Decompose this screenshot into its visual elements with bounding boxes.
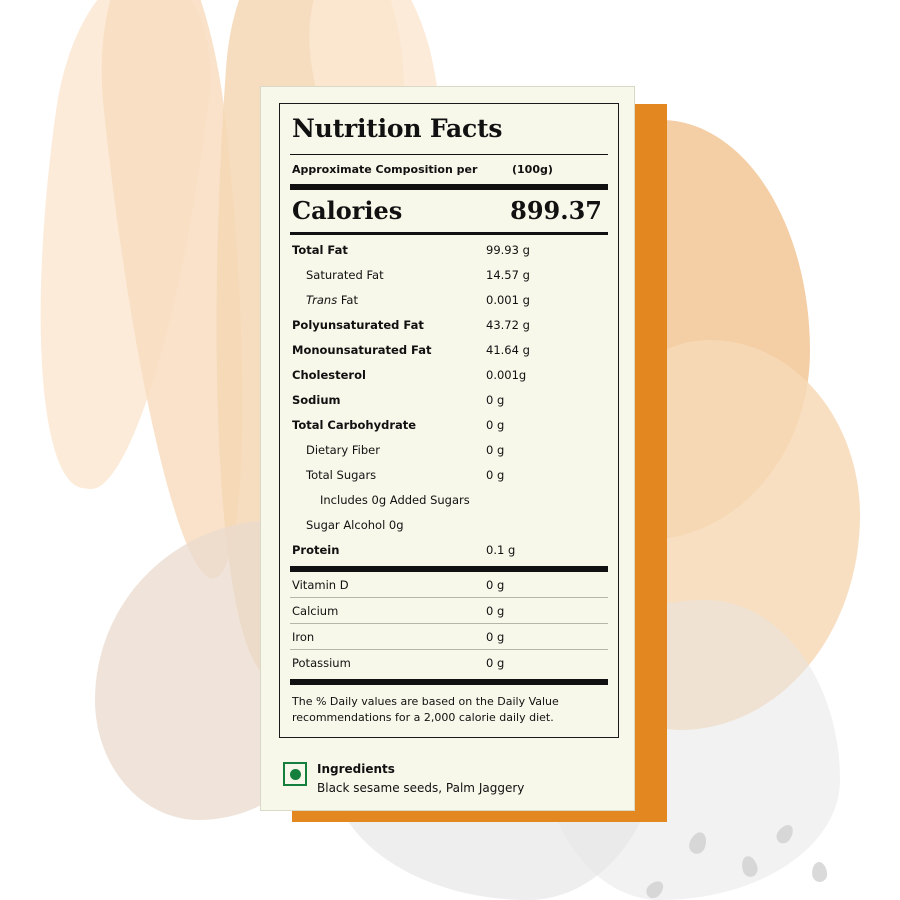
nutrient-row [290, 312, 608, 337]
nutrient-row [290, 362, 608, 387]
vitamin-name: Potassium [292, 655, 351, 670]
green-veg-dot-icon [283, 762, 307, 786]
nutrient-name: Includes 0g Added Sugars [320, 492, 470, 507]
nutrient-row [290, 462, 608, 487]
ingredients-text-wrap [317, 760, 524, 797]
vitamin-name: Iron [292, 629, 315, 644]
nutrient-name: Sugar Alcohol 0g [306, 517, 404, 532]
vitamin-name: Calcium [292, 603, 339, 618]
nutrient-row [290, 287, 608, 312]
nutrient-name: Dietary Fiber [306, 442, 380, 457]
approximate-composition-value: (100g) [512, 163, 553, 176]
vitamin-name: Vitamin D [292, 577, 349, 592]
nutrient-row [290, 537, 608, 562]
vitamin-row [290, 649, 608, 675]
nutrition-label-panel [260, 86, 635, 811]
vitamin-row [290, 572, 608, 597]
page-title: Nutrition Facts [290, 104, 608, 155]
nutrient-value: 99.93 g [486, 242, 530, 257]
nutrient-value: 41.64 g [486, 342, 530, 357]
nutrient-value: 0.001g [486, 367, 527, 382]
nutrient-row [290, 237, 608, 262]
nutrient-name: Protein [292, 542, 340, 557]
vitamin-value: 0 g [486, 655, 505, 670]
calories-label: Calories [292, 196, 403, 225]
nutrient-row [290, 337, 608, 362]
veg-dot-inner [290, 769, 301, 780]
nutrient-value: 0 g [486, 417, 505, 432]
vitamin-row [290, 623, 608, 649]
nutrient-name: Polyunsaturated Fat [292, 317, 424, 332]
vitamin-value: 0 g [486, 629, 505, 644]
ingredients-title: Ingredients [317, 762, 395, 776]
approximate-composition-row [290, 155, 608, 190]
vitamin-list [290, 572, 608, 675]
nutrition-facts-box [279, 103, 619, 738]
vitamin-row [290, 597, 608, 623]
nutrient-name: Sodium [292, 392, 341, 407]
vitamin-value: 0 g [486, 603, 505, 618]
nutrient-name: Trans Fat [306, 292, 358, 307]
nutrient-name: Cholesterol [292, 367, 366, 382]
nutrient-row [290, 387, 608, 412]
nutrient-row [290, 262, 608, 287]
approximate-composition-label: Approximate Composition per [292, 163, 478, 176]
vitamin-value: 0 g [486, 577, 505, 592]
nutrient-row [290, 487, 608, 512]
nutrient-name: Total Fat [292, 242, 348, 257]
calories-value: 899.37 [510, 196, 602, 225]
nutrient-value: 0.001 g [486, 292, 530, 307]
ingredients-list: Black sesame seeds, Palm Jaggery [317, 780, 525, 795]
nutrient-row [290, 412, 608, 437]
daily-value-footnote: The % Daily values are based on the Daily Value recommendations for a 2,000 calorie daily diet. [292, 695, 559, 724]
nutrient-row [290, 512, 608, 537]
calories-row [290, 190, 608, 235]
nutrient-row [290, 437, 608, 462]
nutrient-value: 0 g [486, 442, 505, 457]
decorative-seed [811, 861, 828, 882]
nutrient-value: 43.72 g [486, 317, 530, 332]
nutrient-value: 0.1 g [486, 542, 516, 557]
nutrient-name: Total Sugars [306, 467, 377, 482]
nutrient-name: Monounsaturated Fat [292, 342, 432, 357]
nutrient-value: 14.57 g [486, 267, 530, 282]
nutrient-list [290, 235, 608, 562]
nutrient-name: Saturated Fat [306, 267, 384, 282]
nutrient-value: 0 g [486, 392, 505, 407]
nutrient-value: 0 g [486, 467, 505, 482]
nutrient-name: Total Carbohydrate [292, 417, 417, 432]
ingredients-block [279, 748, 619, 797]
